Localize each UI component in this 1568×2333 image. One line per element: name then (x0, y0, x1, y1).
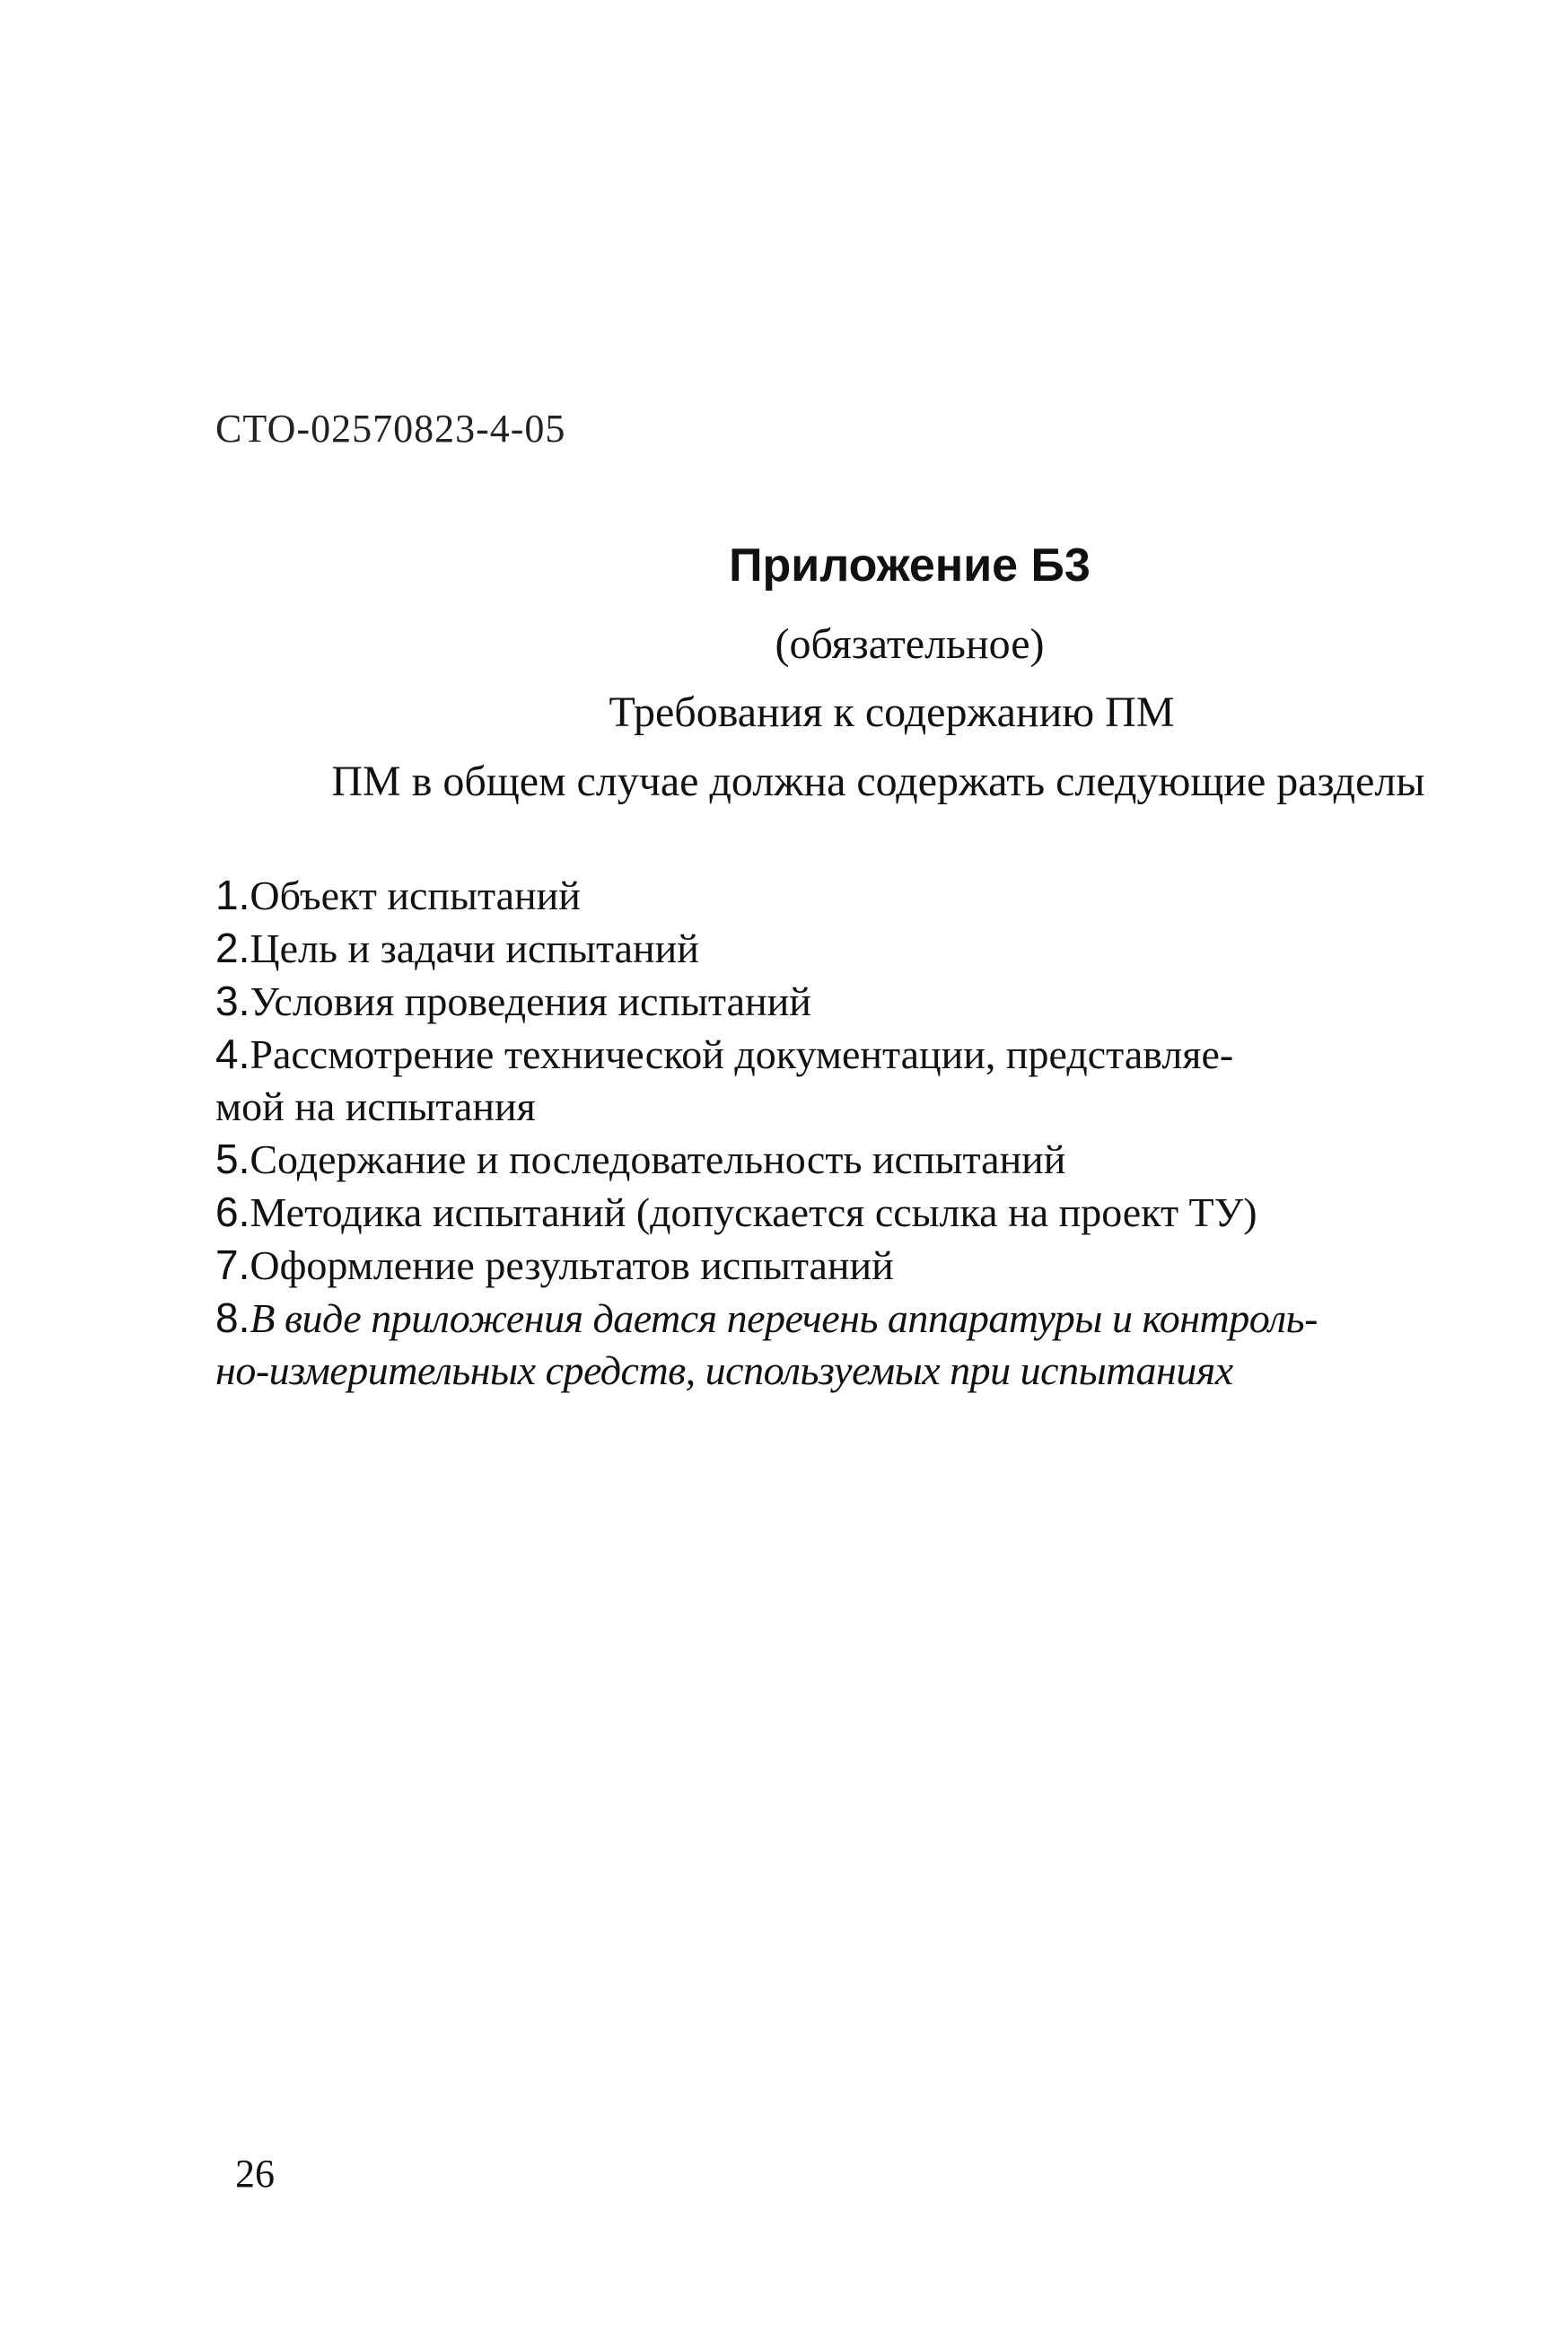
appendix-title: Приложение Б3 (729, 539, 1091, 592)
section-number: 2. (215, 925, 250, 971)
appendix-status: (обязательное) (775, 620, 1045, 668)
section-number: 1. (215, 872, 250, 918)
section-text: Цель и задачи испытаний (250, 925, 699, 971)
section-text: Условия проведения испытаний (250, 978, 811, 1024)
appendix-subject: Требования к содержанию ПМ (609, 688, 1175, 736)
section-text: Методика испытаний (допускается ссылка на проект ТУ) (250, 1189, 1257, 1235)
section-item-5 (215, 1133, 1391, 1186)
section-number: 5. (215, 1136, 250, 1182)
section-text-continuation: мой на испытания (215, 1083, 536, 1129)
page-number: 26 (235, 2152, 275, 2196)
section-text-continuation: но-измерительных средств, используемых при испытаниях (215, 1347, 1233, 1393)
section-text: Объект испытаний (250, 873, 581, 918)
sections-list (215, 869, 1391, 1397)
section-item-2 (215, 922, 1391, 975)
section-number: 6. (215, 1188, 250, 1235)
section-item-7 (215, 1239, 1391, 1292)
section-text: Содержание и последовательность испытаний (250, 1136, 1066, 1182)
appendix-intro: ПМ в общем случае должна содержать следующие разделы (331, 758, 1425, 805)
section-item-4 (215, 1028, 1391, 1133)
section-text: В виде приложения дается перечень аппаратуры и контроль- (250, 1295, 1318, 1341)
section-item-8 (215, 1292, 1391, 1397)
section-text: Оформление результатов испытаний (250, 1242, 894, 1288)
section-item-1 (215, 869, 1391, 922)
section-item-6 (215, 1186, 1391, 1239)
document-code: СТО-02570823-4-05 (215, 407, 566, 451)
section-number: 3. (215, 978, 250, 1024)
section-text: Рассмотрение технической документации, представляе- (250, 1031, 1234, 1077)
section-number: 7. (215, 1241, 250, 1288)
section-item-3 (215, 975, 1391, 1028)
section-number: 8. (215, 1294, 250, 1341)
section-number: 4. (215, 1031, 250, 1077)
